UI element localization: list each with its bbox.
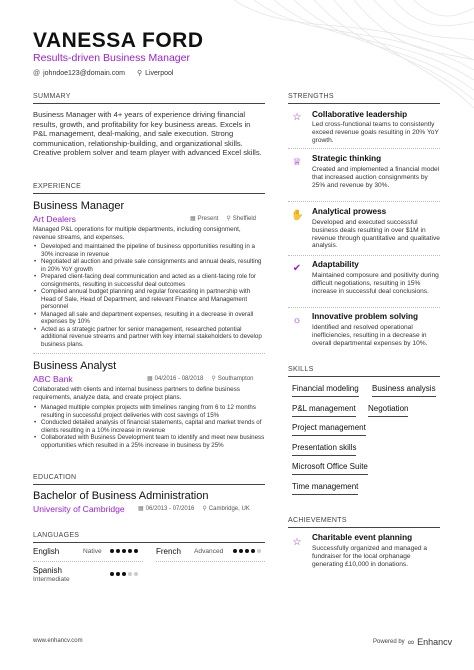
- skill-tag: Presentation skills: [292, 443, 356, 456]
- language-name: French: [156, 547, 181, 556]
- skill-tag: Business analysis: [372, 384, 436, 397]
- education-divider: [33, 484, 265, 485]
- skill-tag: Time management: [292, 482, 358, 495]
- job-description: Managed P&L operations for multiple departments, including consignment, revenue streams, and expenses.: [33, 226, 241, 241]
- rating-dot: [257, 549, 261, 553]
- job-meta: [147, 375, 254, 382]
- rating-dot: [122, 549, 126, 553]
- rating-dot: [245, 549, 249, 553]
- languages-divider: [33, 542, 265, 543]
- rating-dot: [134, 572, 138, 576]
- star-icon: ☆: [292, 112, 302, 123]
- dotted-divider: [288, 148, 440, 149]
- rating-dot: [122, 572, 126, 576]
- dotted-divider: [156, 561, 265, 562]
- rating-dot: [134, 549, 138, 553]
- language-level: Advanced: [194, 548, 224, 555]
- check-icon: ✔: [292, 263, 302, 274]
- education-meta: [138, 505, 250, 512]
- summary-text: Business Manager with 4+ years of experience driving financial results, growth, and profitability for key business areas. Excels in P&L management, deal-making, and sale execution. Strong communication, relationship-building, and organizational skills. Creative problem solver and team player with advanced Excel skills.: [33, 110, 262, 158]
- brand-name: Enhancv: [417, 637, 453, 647]
- education-heading: EDUCATION: [33, 474, 77, 481]
- location-pin-icon: ⚲: [202, 506, 207, 512]
- footer-branding: [373, 637, 452, 647]
- list-item: • Managed all sale and department expenses, resulting in a decrease in overall expenses by 10%: [33, 311, 265, 326]
- skill-tag: Microsoft Office Suite: [292, 462, 368, 475]
- dotted-divider: [288, 255, 440, 256]
- experience-divider: [33, 193, 265, 194]
- achievement-title: Charitable event planning: [312, 533, 413, 542]
- experience-heading: EXPERIENCE: [33, 183, 82, 190]
- location-pin-icon: ⚲: [226, 216, 231, 222]
- strength-title: Collaborative leadership: [312, 110, 408, 119]
- skill-tag: Project management: [292, 423, 366, 436]
- job-location: Southampton: [217, 376, 254, 382]
- list-item: • Collaborated with Business Development team to identify and meet new business opportunities which resulted in a 25% increase in business by 25%: [33, 434, 265, 449]
- rating-dot: [239, 549, 243, 553]
- candidate-name: VANESSA FORD: [33, 29, 204, 52]
- strength-title: Adaptability: [312, 260, 359, 269]
- location-contact: [137, 69, 174, 77]
- list-item: • Conducted detailed analysis of financial statements, capital and market trends of clients resulting in a 10% increase in revenue: [33, 419, 265, 434]
- email-contact[interactable]: [33, 70, 125, 77]
- strength-title: Strategic thinking: [312, 154, 382, 163]
- calendar-icon: ▦: [190, 216, 196, 222]
- strength-desc: Maintained composure and positivity during difficult negotiations, resulting in 15% increase in successful deal conclusions.: [312, 272, 439, 295]
- education-location: Cambridge, UK: [208, 506, 250, 512]
- language-level: Native: [83, 548, 102, 555]
- language-rating: [233, 549, 261, 553]
- job-dates: 04/2016 - 08/2018: [154, 376, 204, 382]
- skills-divider: [288, 376, 440, 377]
- skill-tag: Negotiation: [368, 404, 408, 417]
- rating-dot: [233, 549, 237, 553]
- skill-tag: Financial modeling: [292, 384, 359, 397]
- list-item: • Managed multiple complex projects with timelines ranging from 6 to 12 months resulting in successful project deliveries with cost savings of 15%: [33, 404, 265, 419]
- achievements-divider: [288, 527, 440, 528]
- footer-website[interactable]: www.enhancv.com: [33, 638, 83, 644]
- language-name: Spanish: [33, 566, 62, 575]
- school-name: University of Cambridge: [33, 504, 125, 514]
- summary-heading: SUMMARY: [33, 93, 71, 100]
- list-item: • Compiled annual budget planning and regular forecasting in partnership with Head of Sale, Head of Department, and relevant Finance and Management personnel: [33, 288, 265, 311]
- strengths-heading: STRENGTHS: [288, 93, 334, 100]
- star-icon: ☆: [292, 537, 302, 548]
- dotted-divider: [288, 201, 440, 202]
- strength-desc: Identified and resolved operational inefficiencies, resulting in a decrease in overall departmental expenses by 10%.: [312, 324, 428, 347]
- strength-desc: Created and implemented a financial model that increased auction consignments by 25% and revenue by 30%.: [312, 166, 440, 189]
- rating-dot: [251, 549, 255, 553]
- rating-dot: [128, 572, 132, 576]
- skill-tag: P&L management: [292, 404, 356, 417]
- education-dates: 06/2013 - 07/2016: [145, 506, 195, 512]
- language-level: Intermediate: [33, 576, 70, 583]
- rating-dot: [116, 572, 120, 576]
- strength-title: Analytical prowess: [312, 207, 387, 216]
- location-pin-icon: ⚲: [211, 376, 216, 382]
- list-item: • Prepared client-facing deal communication and acted as a client-facing role for consignments, resulting in successful deal outcomes: [33, 273, 265, 288]
- dotted-divider: [33, 561, 143, 562]
- list-item: • Negotiated all auction and private sale consignments and annual deals, resulting in 20% YoY growth: [33, 258, 265, 273]
- rating-dot: [116, 549, 120, 553]
- enhancv-logo-icon: ∞: [407, 637, 415, 647]
- languages-heading: LANGUAGES: [33, 532, 80, 539]
- skills-heading: SKILLS: [288, 366, 314, 373]
- trophy-icon: ♕: [292, 157, 302, 168]
- dotted-divider: [33, 353, 265, 354]
- at-icon: @: [33, 69, 41, 77]
- company-name: ABC Bank: [33, 374, 73, 384]
- strength-desc: Developed and executed successful business deals resulting in over $1M in revenue through quantitative and qualitative analysis.: [312, 219, 440, 250]
- rating-dot: [110, 572, 114, 576]
- job-title: Business Manager: [33, 200, 125, 212]
- strength-title: Innovative problem solving: [312, 312, 419, 321]
- hand-icon: ✋: [291, 210, 304, 221]
- powered-by-text: Powered by: [373, 639, 405, 645]
- rating-dot: [128, 549, 132, 553]
- list-item: • Acted as a strategic partner for senior management, researched potential additional revenue streams and partner with key internal stakeholders to develop business plans.: [33, 326, 265, 349]
- candidate-title: Results-driven Business Manager: [33, 52, 190, 64]
- language-rating: [110, 572, 138, 576]
- language-rating: [110, 549, 138, 553]
- achievements-heading: ACHIEVEMENTS: [288, 517, 347, 524]
- dotted-divider: [288, 307, 440, 308]
- bulb-icon: ☼: [292, 315, 302, 326]
- summary-divider: [33, 103, 265, 104]
- degree-title: Bachelor of Business Administration: [33, 490, 209, 502]
- job-dates: Present: [197, 216, 219, 222]
- contact-info: [33, 69, 174, 77]
- language-name: English: [33, 547, 60, 556]
- calendar-icon: ▦: [138, 506, 144, 512]
- job-meta: [190, 215, 256, 222]
- rating-dot: [110, 549, 114, 553]
- email-text: johndoe123@domain.com: [43, 69, 125, 77]
- job-bullets: [33, 404, 265, 449]
- strength-desc: Led cross-functional teams to consistently exceed revenue goals resulting in 20% YoY growth.: [312, 121, 439, 144]
- job-bullets: [33, 243, 265, 348]
- achievement-desc: Successfully organized and managed a fundraiser for the local orphanage generating £10,000 in donations.: [312, 545, 428, 568]
- job-description: Collaborated with clients and internal business partners to define business requirements, analyze data, and create project plans.: [33, 386, 240, 401]
- location-text: Liverpool: [145, 70, 174, 77]
- list-item: • Developed and maintained the pipeline of business opportunities resulting in a 30% increase in revenue: [33, 243, 265, 258]
- calendar-icon: ▦: [147, 376, 153, 382]
- job-location: Sheffield: [232, 216, 257, 222]
- job-title: Business Analyst: [33, 360, 117, 372]
- company-name: Art Dealers: [33, 214, 76, 224]
- strengths-divider: [288, 103, 440, 104]
- location-pin-icon: ⚲: [136, 70, 143, 77]
